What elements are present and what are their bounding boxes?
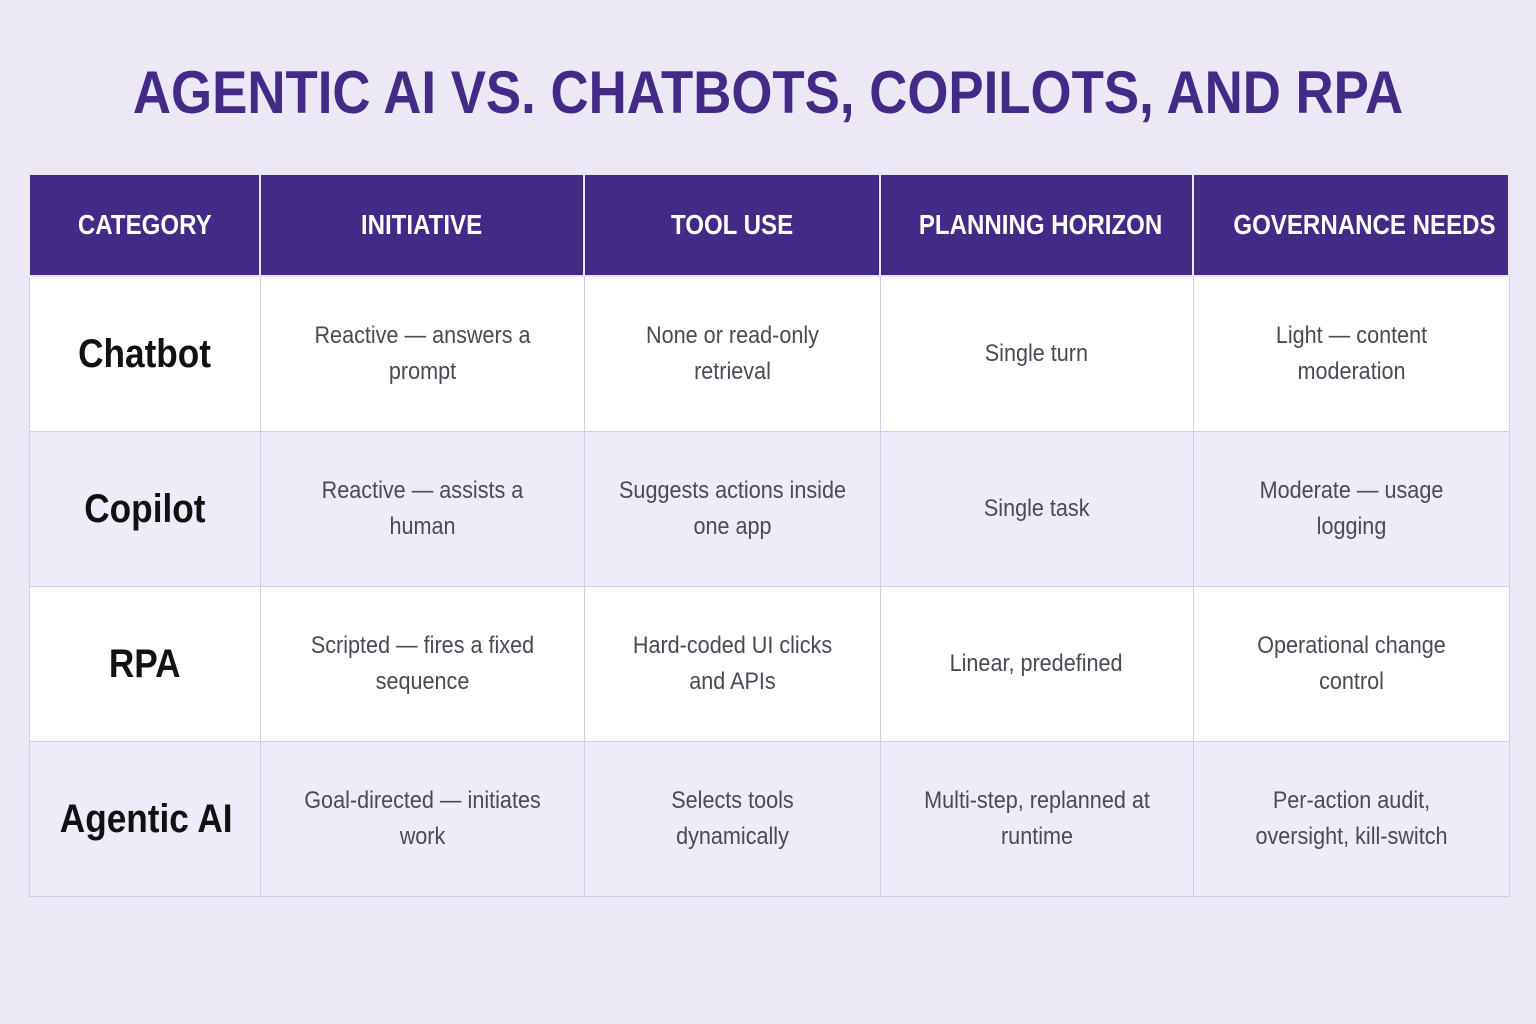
column-header-category: CATEGORY: [29, 174, 260, 276]
planning-horizon-cell: Single turn: [880, 276, 1193, 432]
page-title: AGENTIC AI VS. CHATBOTS, COPILOTS, AND RPA: [132, 59, 1404, 126]
column-header-initiative: INITIATIVE: [260, 174, 584, 276]
table-header-row: [29, 174, 1509, 276]
planning-horizon-cell: Single task: [880, 432, 1193, 587]
table-row: [29, 587, 1509, 742]
table-row: [29, 276, 1509, 432]
tool-use-cell: None or read-only retrieval: [584, 276, 880, 432]
planning-horizon-cell: Multi-step, replanned at runtime: [880, 742, 1193, 897]
planning-horizon-cell: Linear, predefined: [880, 587, 1193, 742]
category-cell: Agentic AI: [29, 742, 260, 897]
category-cell: RPA: [29, 587, 260, 742]
category-cell: Copilot: [29, 432, 260, 587]
tool-use-cell: Selects tools dynamically: [584, 742, 880, 897]
table-row: [29, 742, 1509, 897]
governance-needs-cell: Moderate — usage logging: [1193, 432, 1509, 587]
tool-use-cell: Hard-coded UI clicks and APIs: [584, 587, 880, 742]
category-cell: Chatbot: [29, 276, 260, 432]
tool-use-cell: Suggests actions inside one app: [584, 432, 880, 587]
initiative-cell: Reactive — assists a human: [260, 432, 584, 587]
governance-needs-cell: Light — content moderation: [1193, 276, 1509, 432]
initiative-cell: Scripted — fires a fixed sequence: [260, 587, 584, 742]
column-header-tool-use: TOOL USE: [584, 174, 880, 276]
comparison-table: [28, 173, 1510, 897]
column-header-governance-needs: GOVERNANCE NEEDS: [1193, 174, 1509, 276]
table-row: [29, 432, 1509, 587]
column-header-planning-horizon: PLANNING HORIZON: [880, 174, 1193, 276]
governance-needs-cell: Per-action audit, oversight, kill-switch: [1193, 742, 1509, 897]
initiative-cell: Reactive — answers a prompt: [260, 276, 584, 432]
governance-needs-cell: Operational change control: [1193, 587, 1509, 742]
initiative-cell: Goal-directed — initiates work: [260, 742, 584, 897]
